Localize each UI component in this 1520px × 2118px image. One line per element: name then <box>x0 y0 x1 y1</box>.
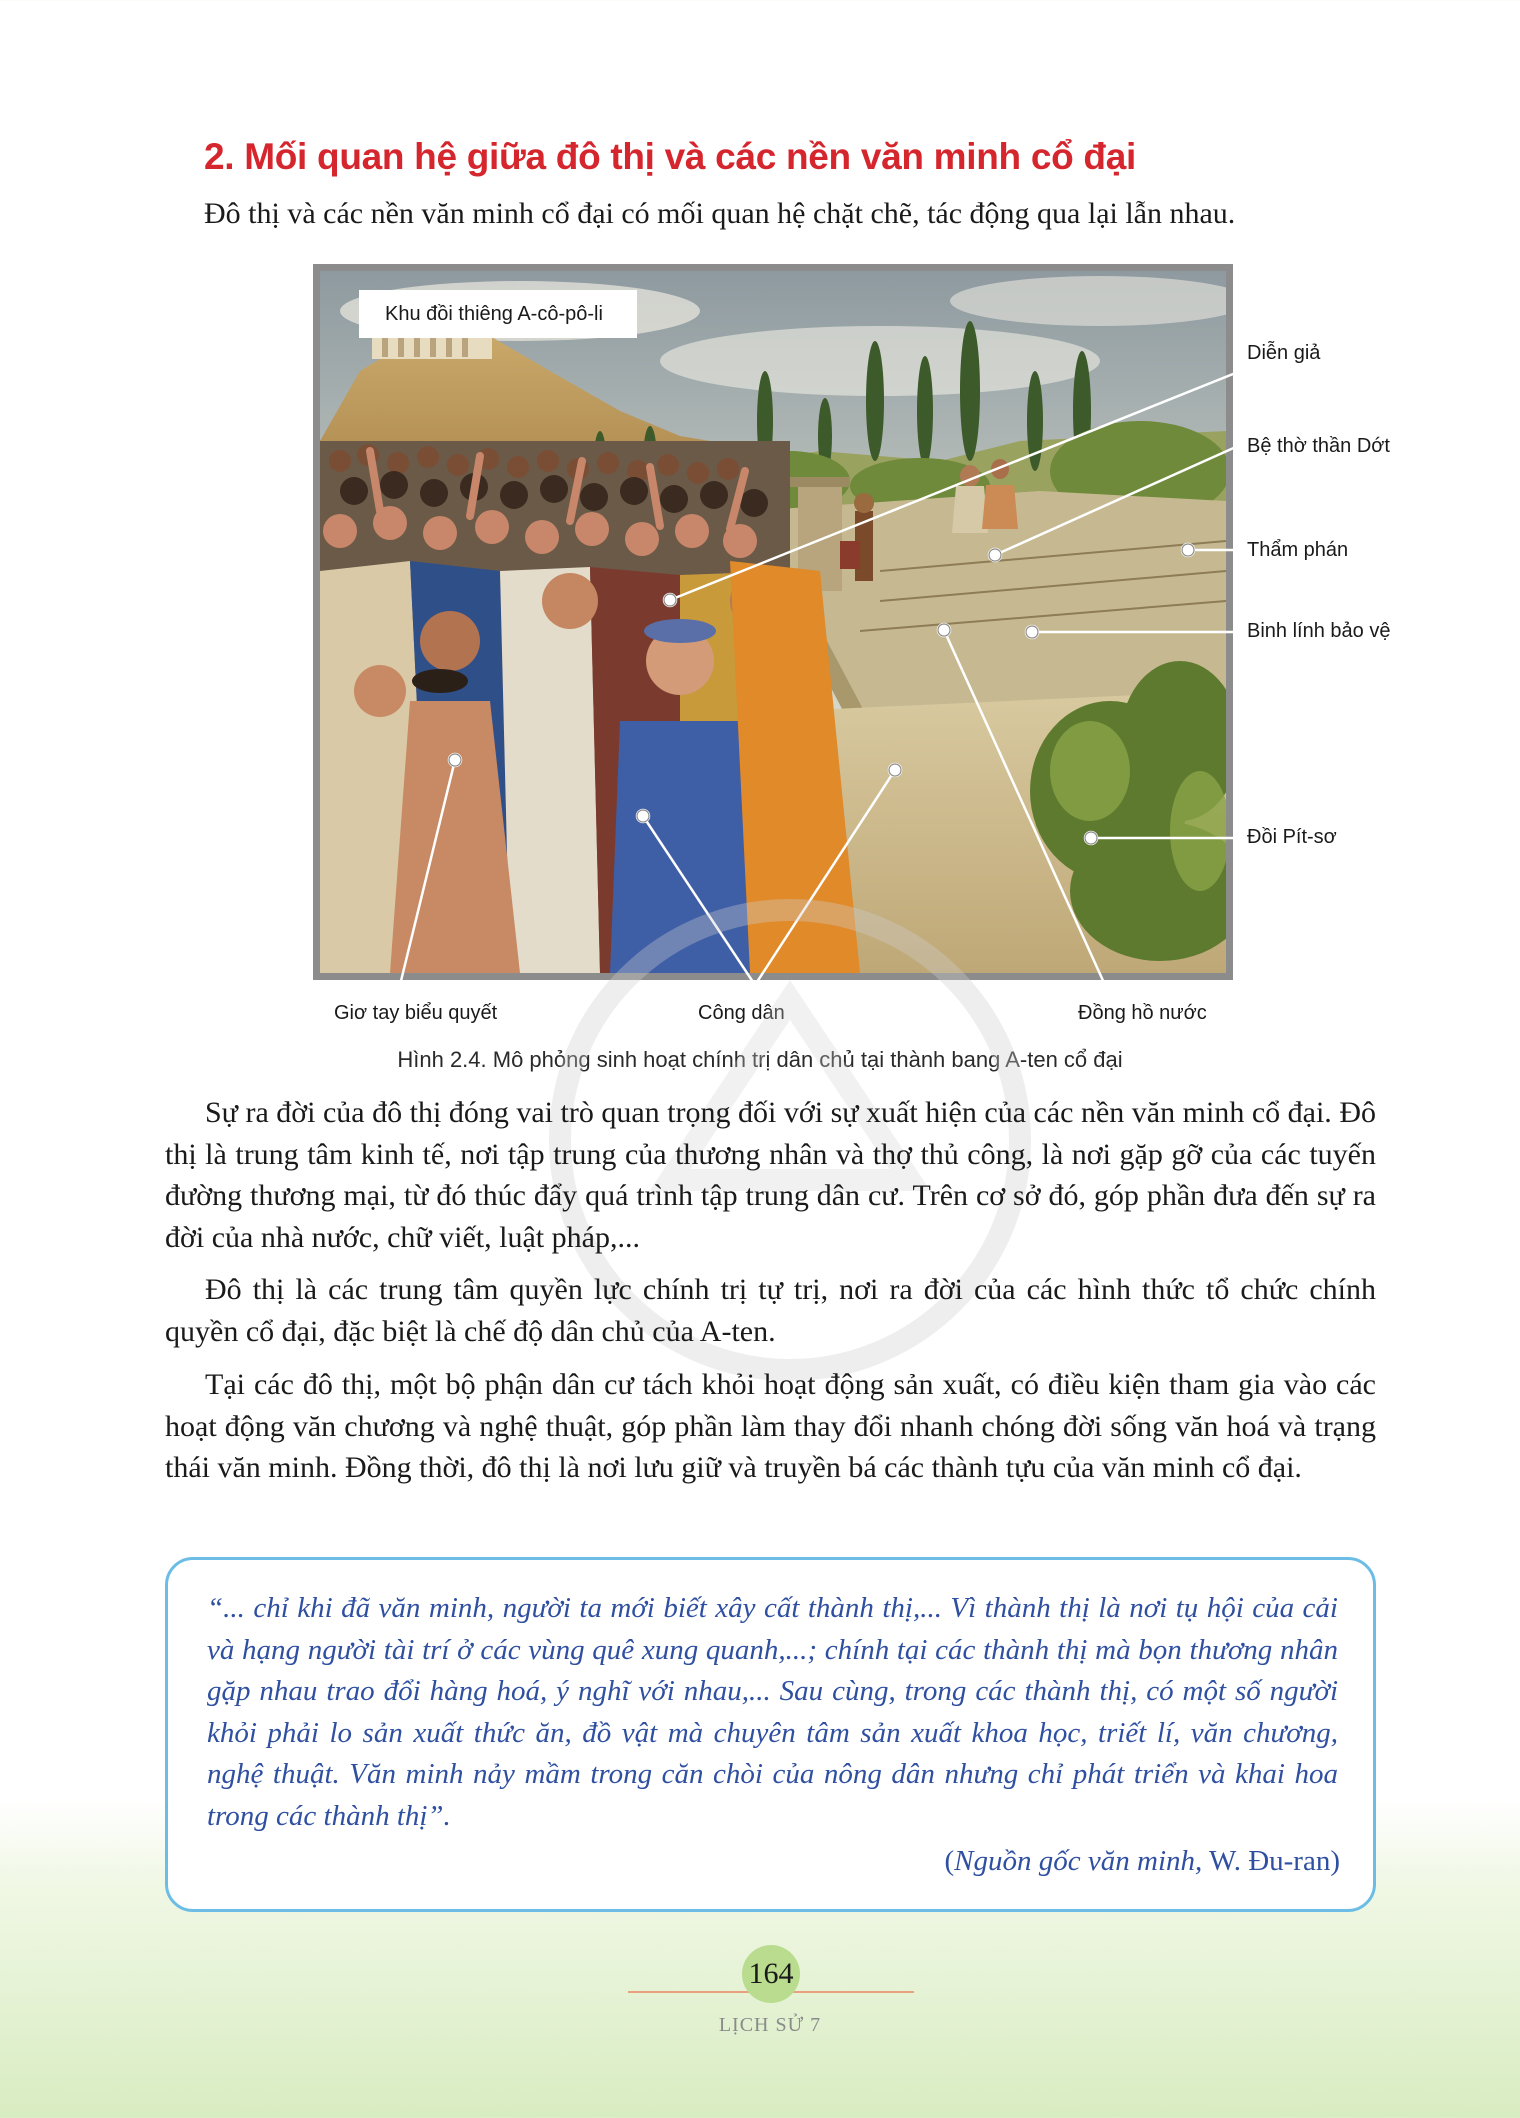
quote-source-title: Nguồn gốc văn minh, <box>954 1845 1203 1877</box>
label-speaker: Diễn giả <box>1247 342 1321 364</box>
book-title: LỊCH SỬ 7 <box>718 2014 822 2036</box>
label-judges: Thẩm phán <box>1247 539 1349 561</box>
label-pnyx-hill: Đồi Pít-sơ <box>1247 826 1337 848</box>
label-guards: Binh lính bảo vệ <box>1247 620 1391 642</box>
section-heading: 2. Mối quan hệ giữa đô thị và các nền văn minh cổ đại <box>204 136 1136 177</box>
paragraph-2: Đô thị là các trung tâm quyền lực chính trị tự trị, nơi ra đời của các hình thức tổ chức chính quyền cổ đại, đặc biệt là chế độ dân chủ của A-ten. <box>165 1273 1376 1348</box>
label-citizens: Công dân <box>698 1002 785 1024</box>
page-number: 164 <box>742 1945 800 2003</box>
quote-source <box>945 1845 1341 1878</box>
quote-source-open: ( <box>944 1845 955 1877</box>
label-raise-hands: Giơ tay biểu quyết <box>334 1002 498 1024</box>
label-zeus-altar: Bệ thờ thần Dớt <box>1247 435 1390 457</box>
figure-caption: Hình 2.4. Mô phỏng sinh hoạt chính trị dân chủ tại thành bang A-ten cổ đại <box>397 1047 1123 1072</box>
label-water-clock: Đồng hồ nước <box>1078 1002 1207 1024</box>
quote-text: “... chỉ khi đã văn minh, người ta mới biết xây cất thành thị,... Vì thành thị là nơi tụ hội của cải và hạng người tài trí ở các vùng quê xung quanh,...; chính tại các thành thị mà bọn thương nhân gặp nhau trao đổi hàng hoá, ý nghĩ với nhau,... Sau cùng, trong các thành thị, có một số người khỏi phải lo sản xuất thức ăn, đồ vật mà chuyên tâm sản xuất khoa học, triết lí, văn chương, nghệ thuật. Văn minh nảy mầm trong căn chòi của nông dân nhưng chỉ phát triển và khai hoa trong các thành thị”. <box>207 1592 1338 1832</box>
quote-source-author: W. Đu-ran) <box>1202 1845 1340 1877</box>
intro-text: Đô thị và các nền văn minh cổ đại có mối quan hệ chặt chẽ, tác động qua lại lẫn nhau. <box>204 197 1236 230</box>
acropolis-tag: Khu đồi thiêng A-cô-pô-li <box>359 290 637 338</box>
paragraph-3: Tại các đô thị, một bộ phận dân cư tách khỏi hoạt động sản xuất, có điều kiện tham gia vào các hoạt động văn chương và nghệ thuật, góp phần làm thay đổi nhanh chóng đời sống văn hoá và trạng thái văn minh. Đồng thời, đô thị là nơi lưu giữ và truyền bá các thành tựu của văn minh cổ đại. <box>165 1368 1376 1484</box>
illustration-frame <box>313 264 1233 980</box>
athens-assembly-illustration <box>320 271 1226 973</box>
paragraph-1: Sự ra đời của đô thị đóng vai trò quan trọng đối với sự xuất hiện của các nền văn minh cổ đại. Đô thị là trung tâm kinh tế, nơi tập trung của thương nhân và thợ thủ công, là nơi gặp gỡ của các tuyến đường thương mại, từ đó thúc đẩy quá trình tập trung dân cư. Trên cơ sở đó, góp phần đưa đến sự ra đời của nhà nước, chữ viết, luật pháp,... <box>165 1096 1376 1254</box>
